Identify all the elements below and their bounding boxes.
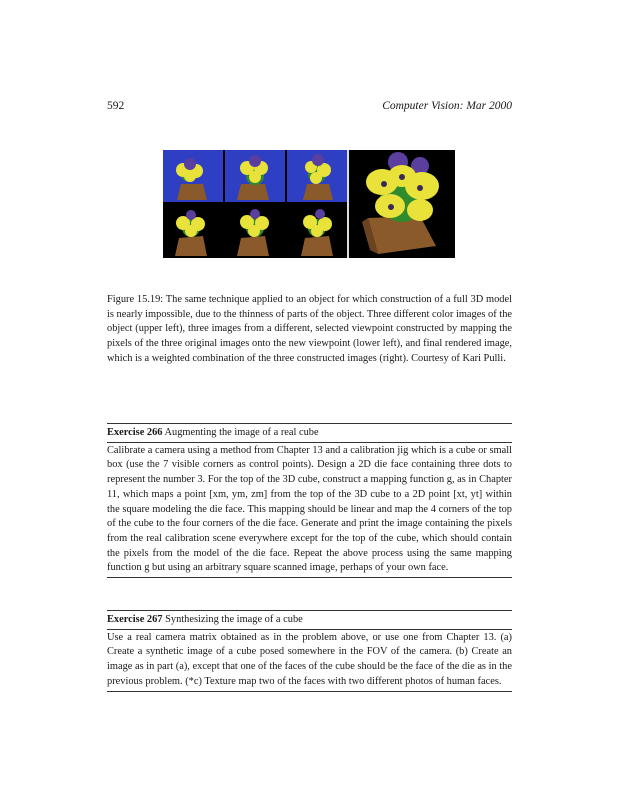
figure-image [163,150,455,258]
exercise-heading [107,611,512,630]
exercise-label: Exercise 266 [107,427,163,438]
page-header [107,100,512,114]
exercise-title: Synthesizing the image of a cube [165,614,303,625]
page-number: 592 [107,100,125,112]
exercise-title: Augmenting the image of a real cube [164,427,319,438]
constructed-image-3 [287,206,347,258]
original-image-1 [163,150,223,202]
exercise-body: Calibrate a camera using a method from Chapter 13 and a calibration jig which is a cube or small box (use the 7 visible corners as control points). Design a 2D die face containing three dots to represent the number 3. For the top of the 3D cube, construct a mapping function g, as in Chapter 11, which maps a point [xm, ym, zm] from the top of the 3D cube to a 2D point [xt, yt] within the square modeling the die face. This mapping should be linear and map the 4 corners of the top of the cube to the four corners of the die face. Generate and print the image containing the pixels from the real calibration scene everywhere except for the top of the cube, which should contain the pixels from the model of the die face. Repeat the above process using the same mapping function g but using an arbitrary square scanned image, perhaps of your own face. [107,443,512,578]
exercise-267 [107,610,512,692]
exercise-266 [107,423,512,578]
figure-caption: Figure 15.19: The same technique applied to an object for which construction of a full 3D model is nearly impossible, due to the thinness of parts of the object. Three different color images of the object (upper left), three images from a different, selected viewpoint constructed by mapping the pixels of the three original images onto the new viewpoint (lower left), and final rendered image, which is a weighted combination of the three constructed images (right). Courtesy of Kari Pulli. [107,294,512,364]
final-rendered-image [350,150,455,258]
exercise-label: Exercise 267 [107,614,163,625]
running-title: Computer Vision: Mar 2000 [382,100,512,112]
exercise-body: Use a real camera matrix obtained as in the problem above, or use one from Chapter 13. (a) Create a synthetic image of a cube posed somewhere in the FOV of the camera. (b) Create an image as in part (a), except that one of the faces of the cube should be the face of the die as in the previous problem. (*c) Texture map two of the faces with two different photos of human faces. [107,630,512,692]
figure-divider [347,150,349,258]
constructed-image-1 [163,206,223,258]
original-image-2 [225,150,285,202]
constructed-image-2 [225,206,285,258]
exercise-heading [107,424,512,443]
original-image-3 [287,150,347,202]
